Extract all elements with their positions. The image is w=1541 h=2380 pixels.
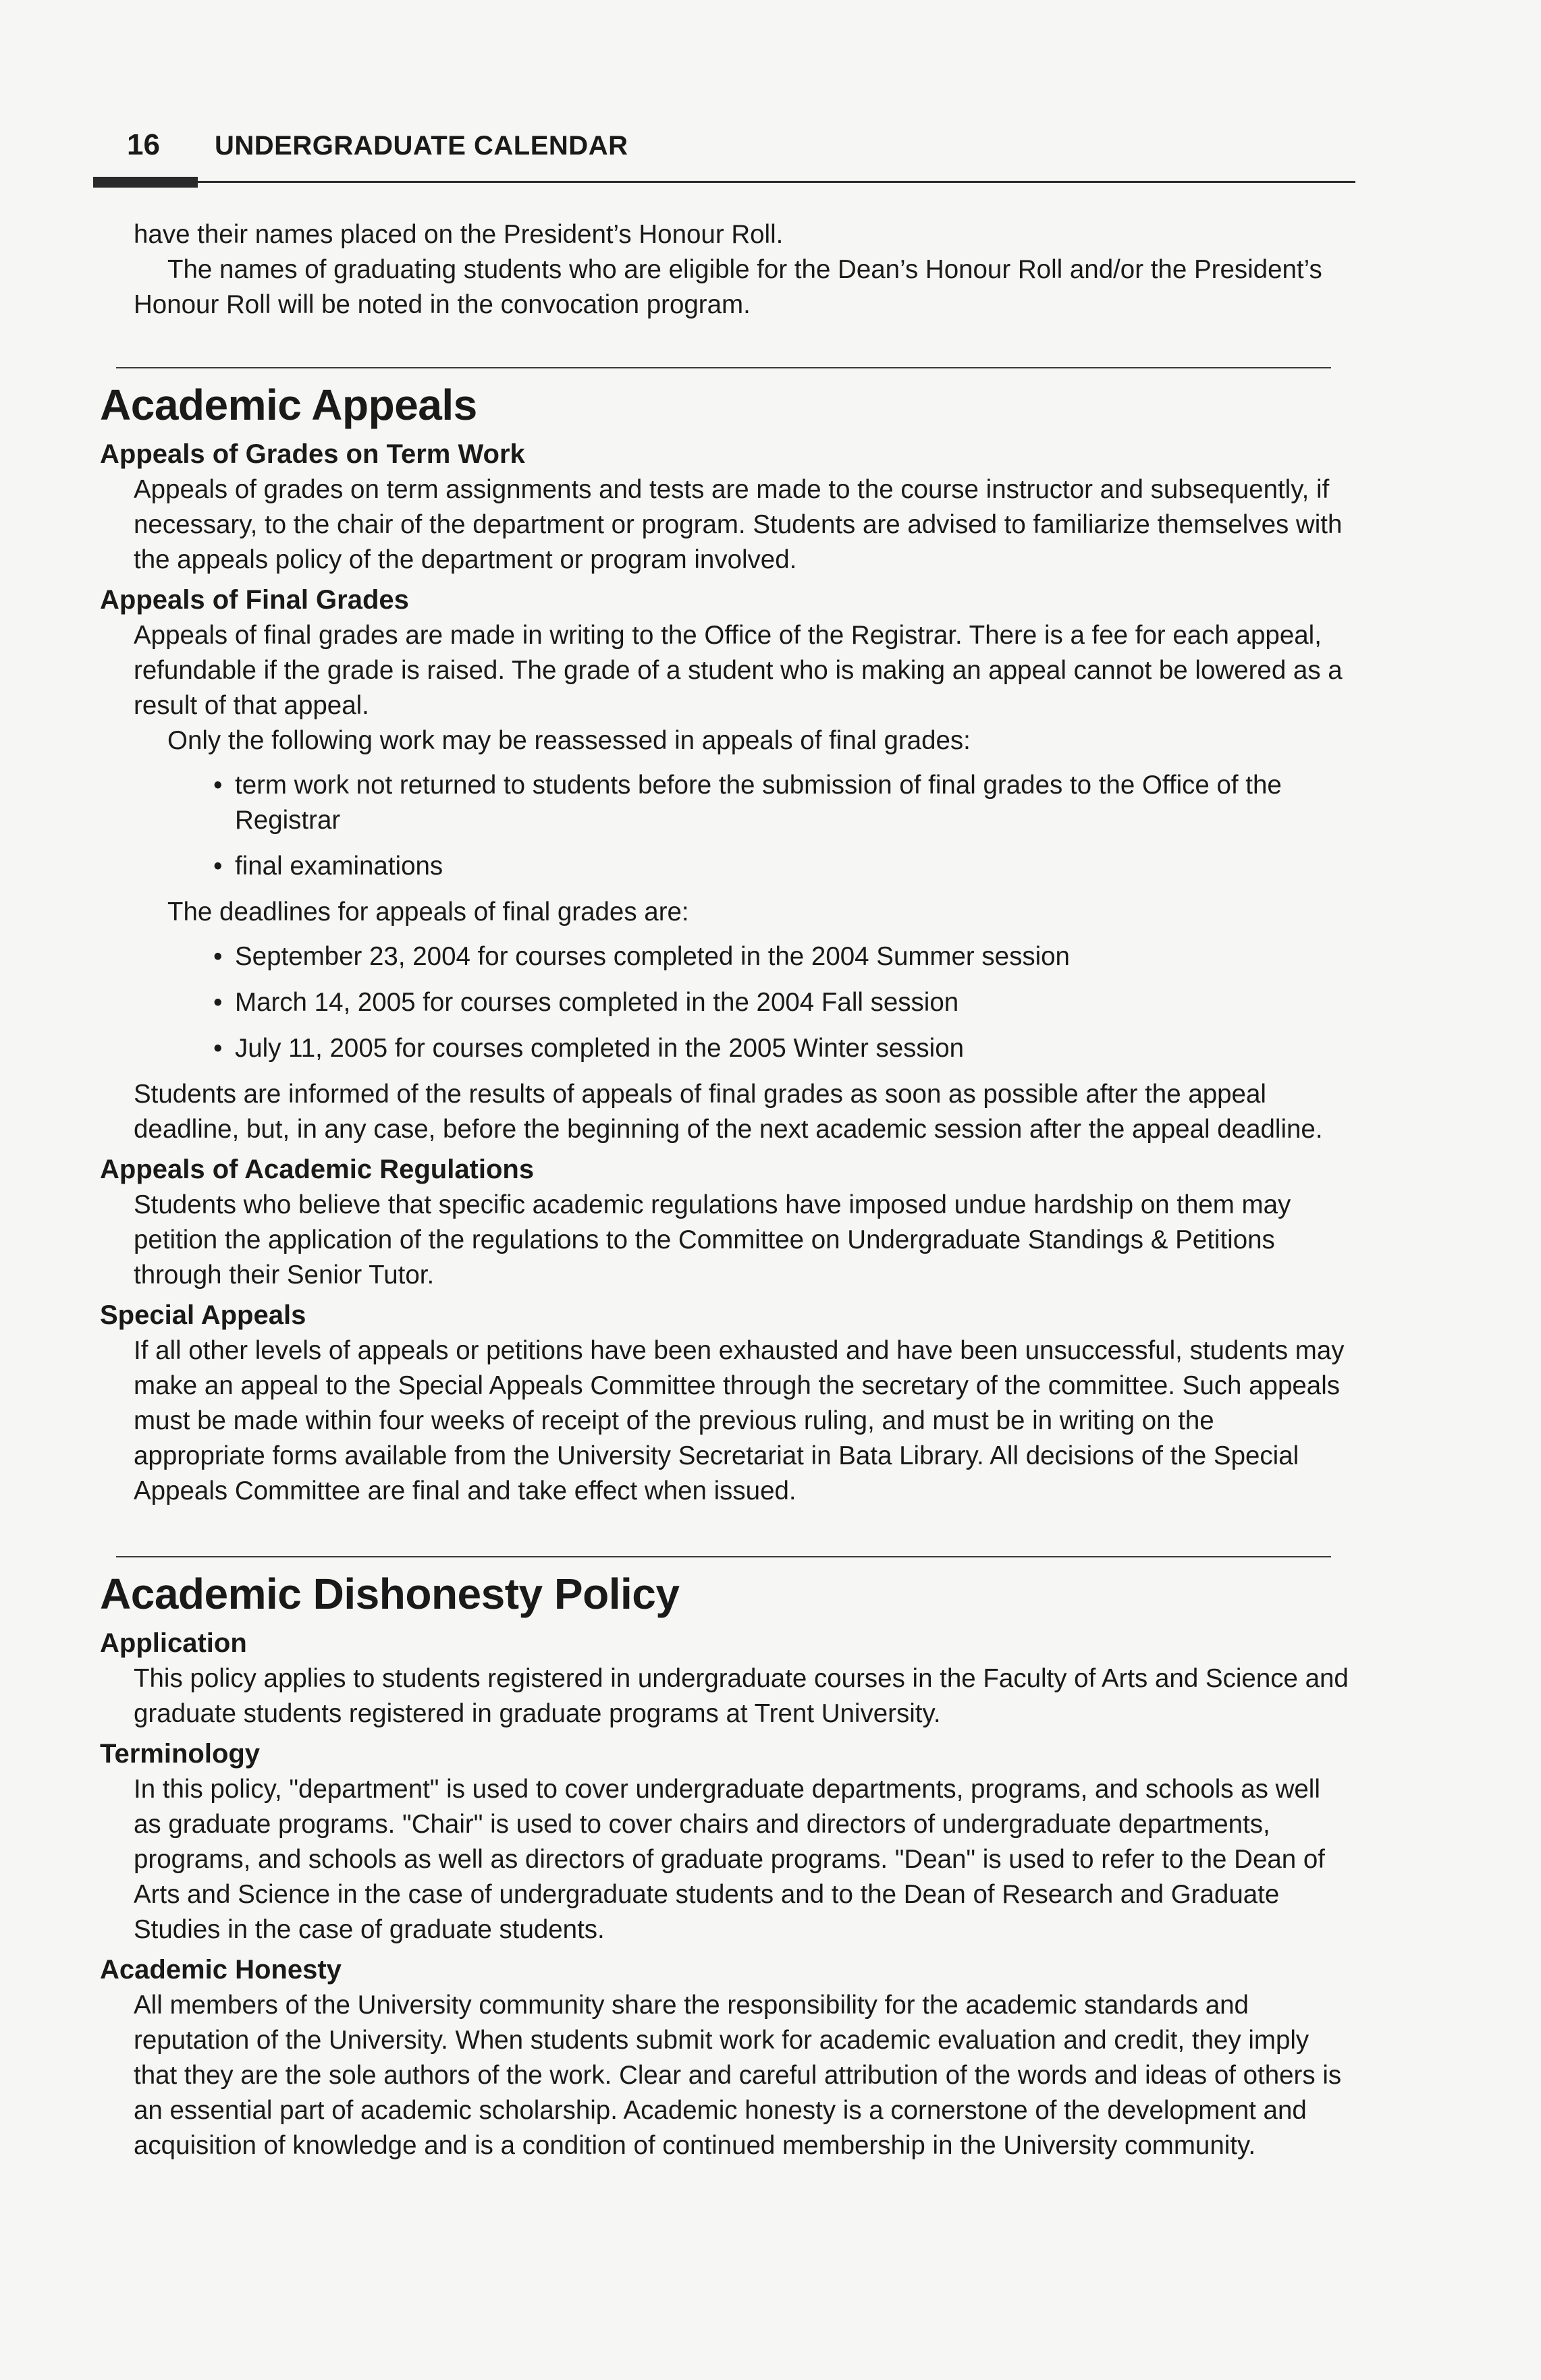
- intro-paragraph: The names of graduating students who are eligible for the Dean’s Honour Roll and/or the President’s Honour Roll will be noted in the convocation program.: [134, 255, 1322, 319]
- section-title-academic-dishonesty: Academic Dishonesty Policy: [100, 1570, 680, 1618]
- academic-honesty-body: All members of the University community share the responsibility for the academic standards and reputation of the University. When students submit work for academic evaluation and credit, they imply that they are the sole authors of the work. Clear and careful attribution of the words and ideas of others is an essential part of academic scholarship. Academic honesty is a cornerstone of the development and acquisition of knowledge and is a condition of continued membership in the University community.: [134, 1991, 1342, 2160]
- terminology-body: In this policy, "department" is used to cover undergraduate departments, programs, and schools as well as graduate programs. "Chair" is used to cover chairs and directors of undergraduate departments, programs, and schools as well as directors of graduate programs. "Dean" is used to refer to the Dean of Arts and Science in the case of undergraduate students and to the Dean of Research and Graduate Studies in the case of graduate students.: [134, 1775, 1326, 1944]
- list-item: • term work not returned to students before the submission of final grades to the Office of the Registrar: [213, 771, 1282, 835]
- subhead-academic-honesty: Academic Honesty: [100, 1955, 342, 1985]
- deadlines-intro: The deadlines for appeals of final grades are:: [167, 897, 689, 926]
- subhead-terminology: Terminology: [100, 1739, 261, 1769]
- application-body: This policy applies to students registered in undergraduate courses in the Faculty of Arts and Science and graduate students registered in graduate programs at Trent University.: [134, 1664, 1349, 1728]
- list-item-text: final examinations: [235, 852, 443, 881]
- reassess-intro: Only the following work may be reassessed in appeals of final grades:: [167, 726, 971, 755]
- subhead-special-appeals: Special Appeals: [100, 1300, 306, 1330]
- list-item: • March 14, 2005 for courses completed in the 2004 Fall session: [213, 988, 959, 1017]
- page-header: [93, 128, 1355, 189]
- final-grades-body: Appeals of final grades are made in writing to the Office of the Registrar. There is a fee for each appeal, refundable if the grade is raised. The grade of a student who is making an appeal cannot be lowered as a result of that appeal.: [134, 621, 1343, 720]
- regulations-body: Students who believe that specific academic regulations have imposed undue hardship on them may petition the application of the regulations to the Committee on Undergraduate Standings & Petitions through their Senior Tutor.: [134, 1190, 1291, 1290]
- list-item: • final examinations: [213, 852, 443, 881]
- header-rule: [93, 181, 1355, 183]
- list-item-text: July 11, 2005 for courses completed in the 2005 Winter session: [235, 1034, 965, 1063]
- page-content: [100, 217, 1349, 2163]
- list-item: • September 23, 2004 for courses completed in the 2004 Summer session: [213, 942, 1070, 971]
- subhead-term-work: Appeals of Grades on Term Work: [100, 439, 525, 469]
- list-item-text: term work not returned to students before the submission of final grades to the Office of the Registrar: [235, 771, 1282, 835]
- intro-line: have their names placed on the President’s Honour Roll.: [134, 220, 784, 249]
- results-paragraph: Students are informed of the results of appeals of final grades as soon as possible after the appeal deadline, but, in any case, before the beginning of the next academic session after the appeal deadline.: [134, 1080, 1323, 1144]
- subhead-final-grades: Appeals of Final Grades: [100, 585, 409, 615]
- running-head: UNDERGRADUATE CALENDAR: [215, 131, 628, 161]
- term-work-body: Appeals of grades on term assignments and tests are made to the course instructor and subsequently, if necessary, to the chair of the department or program. Students are advised to familiarize themselves with the appeals policy of the department or program involved.: [134, 475, 1343, 574]
- page-number: 16: [127, 128, 160, 161]
- list-item: • July 11, 2005 for courses completed in the 2005 Winter session: [213, 1034, 965, 1063]
- special-appeals-body: If all other levels of appeals or petitions have been exhausted and have been unsuccessful, students may make an appeal to the Special Appeals Committee through the secretary of the committee. Such appeals must be made within four weeks of receipt of the previous ruling, and must be in writing on the appropriate forms available from the University Secretariat in Bata Library. All decisions of the Special Appeals Committee are final and take effect when issued.: [134, 1336, 1345, 1505]
- section-title-academic-appeals: Academic Appeals: [100, 381, 477, 429]
- list-item-text: September 23, 2004 for courses completed in the 2004 Summer session: [235, 942, 1070, 971]
- list-item-text: March 14, 2005 for courses completed in the 2004 Fall session: [235, 988, 959, 1017]
- subhead-application: Application: [100, 1628, 247, 1658]
- subhead-academic-regulations: Appeals of Academic Regulations: [100, 1155, 535, 1184]
